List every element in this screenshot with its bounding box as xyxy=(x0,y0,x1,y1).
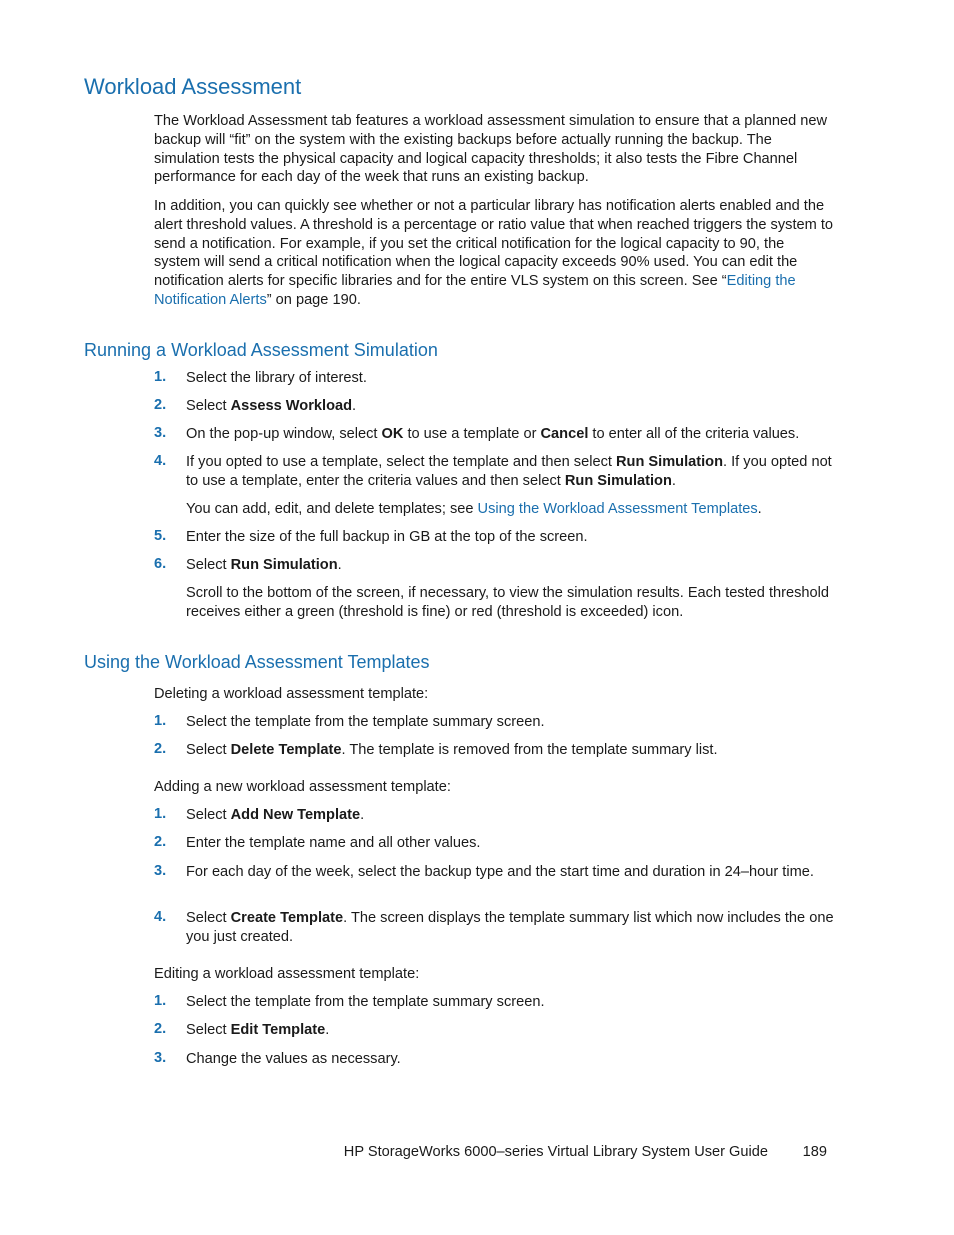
step-number: 4. xyxy=(154,453,167,469)
step-number: 1. xyxy=(154,993,167,1009)
step-number: 2. xyxy=(154,397,167,413)
step-text: Select the template from the template summary screen. xyxy=(186,714,545,730)
section-heading-running-simulation: Running a Workload Assessment Simulation xyxy=(84,340,438,360)
footer-guide-title: HP StorageWorks 6000–series Virtual Library System User Guide xyxy=(343,1144,768,1160)
step-number: 4. xyxy=(154,909,167,925)
step-text: Select Create Template. The screen displays the template summary list which now includes the one you just created. xyxy=(186,910,834,945)
step-text: Change the values as necessary. xyxy=(186,1051,401,1067)
step-text: On the pop-up window, select OK to use a template or Cancel to enter all of the criteria values. xyxy=(186,426,800,442)
using-templates-link[interactable]: Using the Workload Assessment Templates xyxy=(477,501,758,517)
page-number: 189 xyxy=(802,1144,827,1160)
delete-intro: Deleting a workload assessment template: xyxy=(154,686,429,702)
add-intro: Adding a new workload assessment template: xyxy=(154,779,451,795)
step-text: Select Assess Workload. xyxy=(186,398,357,414)
intro-paragraph-1 xyxy=(154,112,834,187)
step-number: 2. xyxy=(154,741,167,757)
step-number: 2. xyxy=(154,834,167,850)
step-text: Select the library of interest. xyxy=(186,370,367,386)
step-text: Select Add New Template. xyxy=(186,807,365,823)
editing-notification-alerts-link[interactable]: Editing the Notification Alerts xyxy=(154,273,796,308)
step-text: If you opted to use a template, select the template and then select Run Simulation. If you opted not to use a template, enter the criteria values and then select Run Simulation. xyxy=(186,454,832,489)
page-title: Workload Assessment xyxy=(84,74,302,99)
step-text: Enter the template name and all other values. xyxy=(186,835,481,851)
step-number: 1. xyxy=(154,806,167,822)
intro-paragraph-2-tail: ” on page 190. xyxy=(266,291,361,308)
intro-paragraph-2 xyxy=(154,197,834,310)
step-note: You can add, edit, and delete templates; see Using the Workload Assessment Templates. xyxy=(186,501,762,517)
step-number: 2. xyxy=(154,1021,167,1037)
step-text: Select Run Simulation. xyxy=(186,557,342,573)
step-number: 6. xyxy=(154,556,167,572)
intro-paragraph-2-text: In addition, you can quickly see whether or not a particular library has notification alerts enabled and the alert threshold values. A threshold is a percentage or ratio value that when reached triggers the system to send a notification. For example, if you set the critical notification for the logical capacity to 90, the system will send a critical notification when the logical capacity exceeds 90% used. You can edit the notification alerts for specific libraries and for the entire VLS system on this screen. See “ xyxy=(154,198,833,290)
step-number: 3. xyxy=(154,425,167,441)
intro-paragraph-1-text: The Workload Assessment tab features a workload assessment simulation to ensure that a planned new backup will “fit” on the system with the existing backups before actually running the backup. The simulation tests the physical capacity and logical capacity thresholds; it also tests the Fibre Channel performance for each day of the week that runs an existing backup. xyxy=(154,113,828,186)
edit-intro: Editing a workload assessment template: xyxy=(154,966,420,982)
step-number: 3. xyxy=(154,1050,167,1066)
step-number: 3. xyxy=(154,863,167,879)
step-text: Select Edit Template. xyxy=(186,1022,330,1038)
step-number: 1. xyxy=(154,369,167,385)
section-heading-using-templates: Using the Workload Assessment Templates xyxy=(84,652,430,672)
step-number: 1. xyxy=(154,713,167,729)
step-text: Select the template from the template summary screen. xyxy=(186,994,545,1010)
step-number: 5. xyxy=(154,528,167,544)
step-text: Enter the size of the full backup in GB at the top of the screen. xyxy=(186,529,588,545)
step-note: Scroll to the bottom of the screen, if necessary, to view the simulation results. Each tested threshold receives either a green (threshold is fine) or red (threshold is exceeded) icon. xyxy=(186,585,829,620)
step-text: For each day of the week, select the backup type and the start time and duration in 24–hour time. xyxy=(186,864,814,880)
step-text: Select Delete Template. The template is removed from the template summary list. xyxy=(186,742,718,758)
